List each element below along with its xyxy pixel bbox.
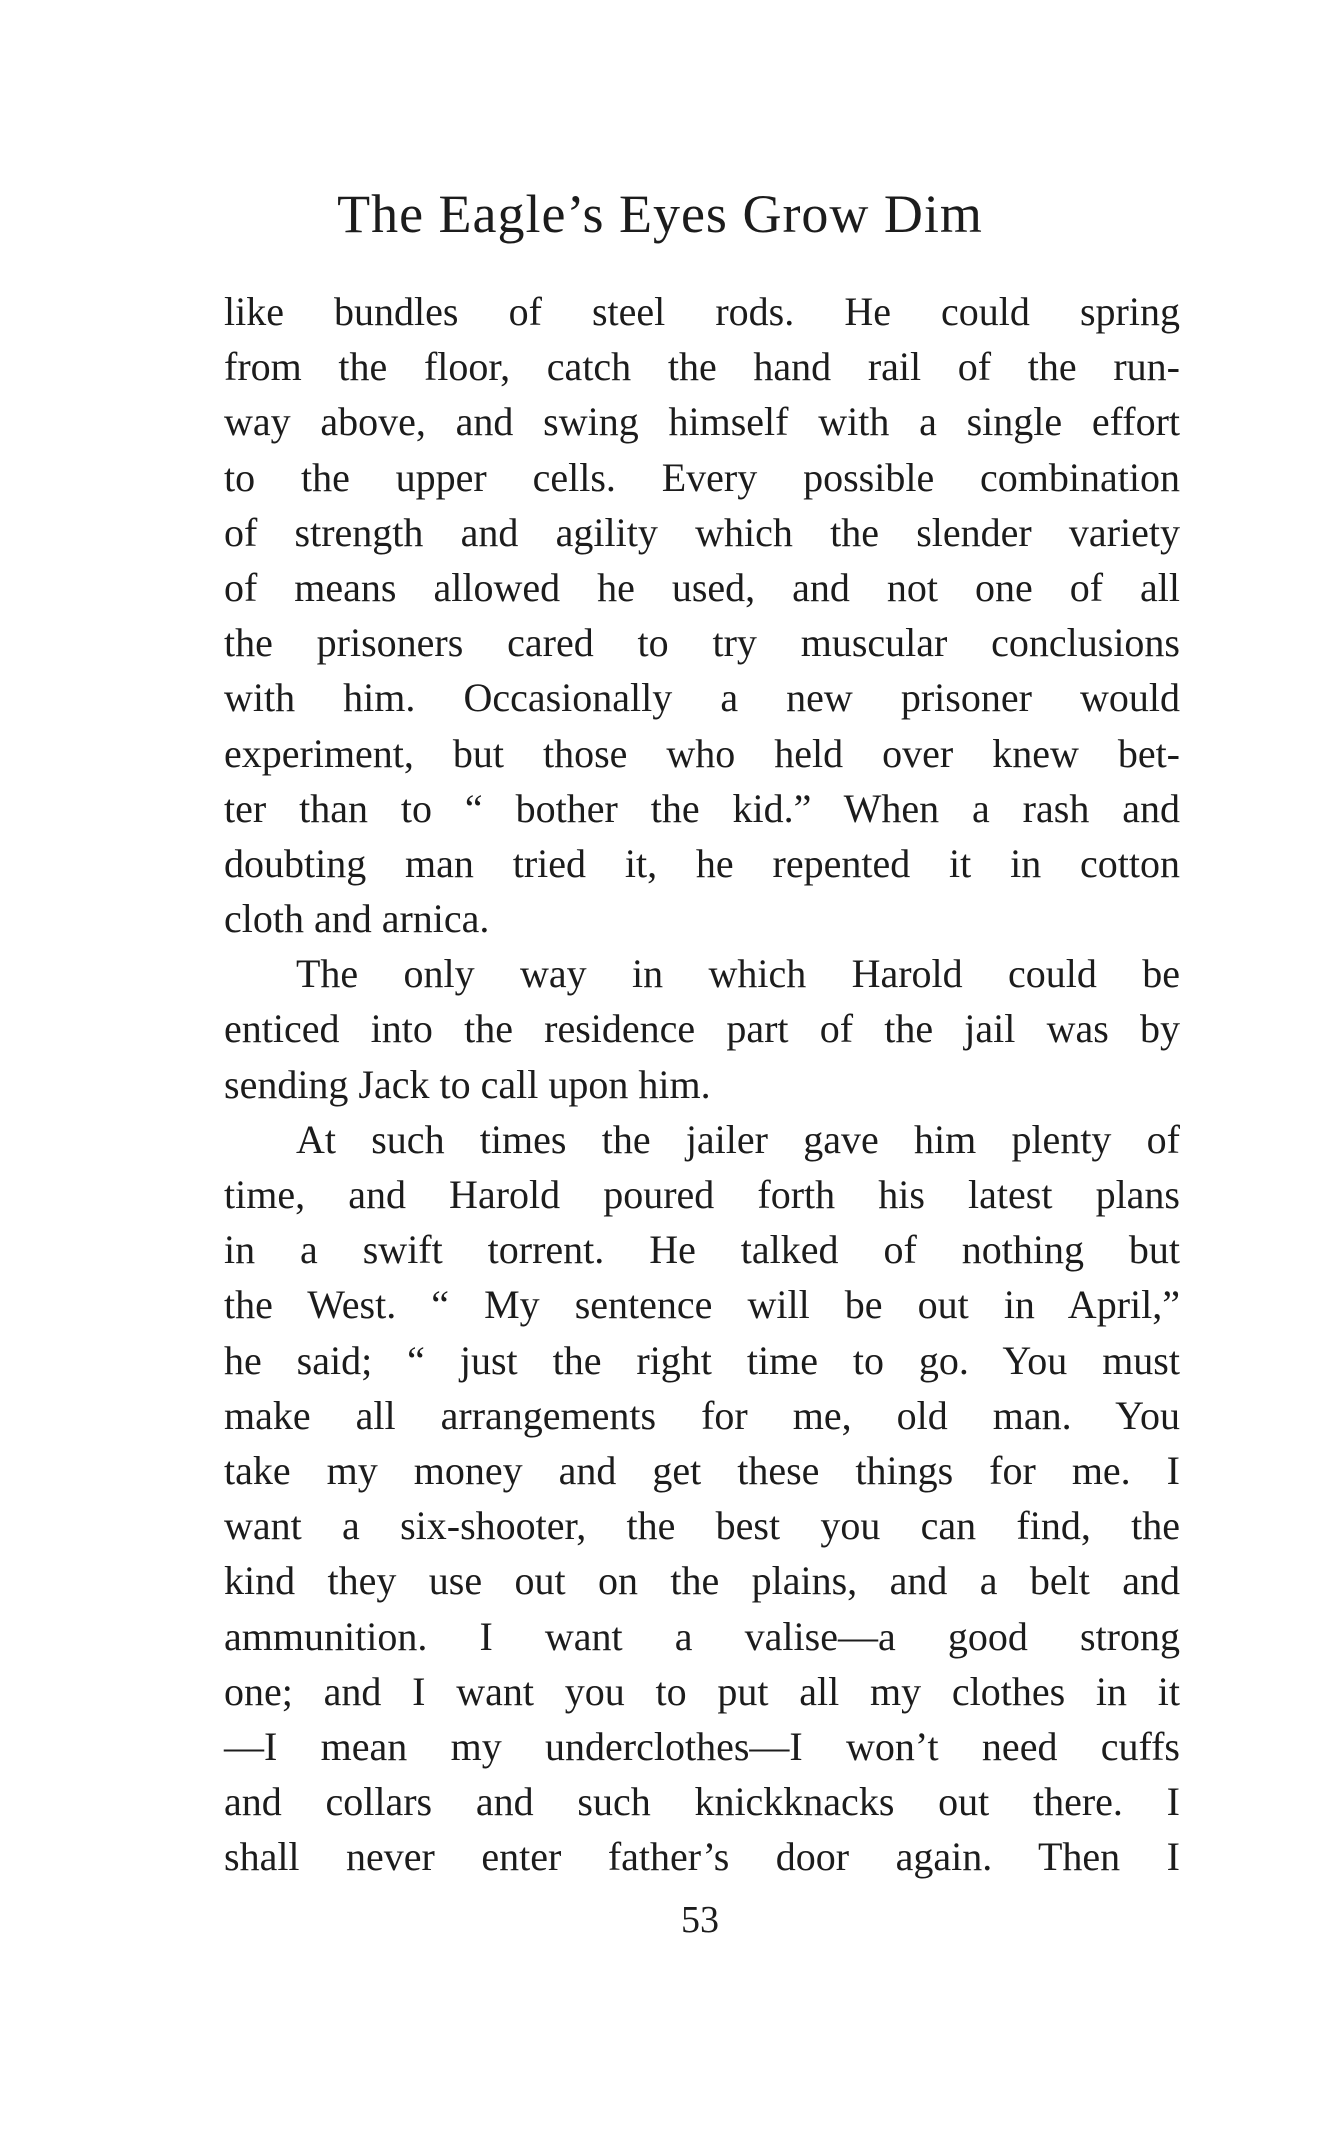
text-line: ter than to “ bother the kid.” When a rash and: [224, 785, 1180, 831]
text-line: ammunition. I want a valise—a good strong: [224, 1613, 1180, 1659]
text-line: enticed into the residence part of the jail was by: [224, 1006, 1180, 1052]
text-line: cloth and arnica.: [224, 896, 490, 942]
text-line: one; and I want you to put all my clothes in it: [224, 1668, 1180, 1714]
text-line: way above, and swing himself with a single effort: [224, 399, 1180, 445]
text-line: the West. “ My sentence will be out in April,”: [224, 1282, 1180, 1328]
text-line: sending Jack to call upon him.: [224, 1061, 711, 1107]
text-line: and collars and such knickknacks out there. I: [224, 1779, 1180, 1825]
text-line: he said; “ just the right time to go. You must: [224, 1337, 1180, 1383]
text-line: —I mean my underclothes—I won’t need cuffs: [224, 1723, 1180, 1769]
text-line: to the upper cells. Every possible combination: [224, 454, 1180, 500]
text-line: want a six-shooter, the best you can find, the: [224, 1503, 1180, 1549]
text-line: in a swift torrent. He talked of nothing but: [224, 1227, 1180, 1273]
text-line: The only way in which Harold could be: [296, 951, 1180, 997]
text-line: from the floor, catch the hand rail of the run-: [224, 344, 1180, 390]
text-line: At such times the jailer gave him plenty of: [296, 1116, 1180, 1162]
text-line: of means allowed he used, and not one of all: [224, 564, 1180, 610]
page-number-text: 53: [681, 1899, 719, 1941]
text-line: like bundles of steel rods. He could spring: [224, 289, 1180, 334]
text-line: of strength and agility which the slender variety: [224, 509, 1180, 555]
text-line: take my money and get these things for me. I: [224, 1447, 1180, 1493]
page-number: [0, 1896, 1320, 1944]
text-line: experiment, but those who held over knew bet-: [224, 730, 1180, 776]
text-line: kind they use out on the plains, and a belt and: [224, 1558, 1180, 1604]
running-head: The Eagle’s Eyes Grow Dim: [337, 184, 983, 244]
body-text: [224, 284, 1180, 1884]
text-line: doubting man tried it, he repented it in cotton: [224, 840, 1180, 886]
text-line: time, and Harold poured forth his latest plans: [224, 1172, 1180, 1217]
text-line: make all arrangements for me, old man. You: [224, 1392, 1180, 1438]
text-line: with him. Occasionally a new prisoner would: [224, 675, 1180, 721]
text-line: the prisoners cared to try muscular conclusions: [224, 620, 1180, 666]
text-line: shall never enter father’s door again. Then I: [224, 1834, 1180, 1880]
